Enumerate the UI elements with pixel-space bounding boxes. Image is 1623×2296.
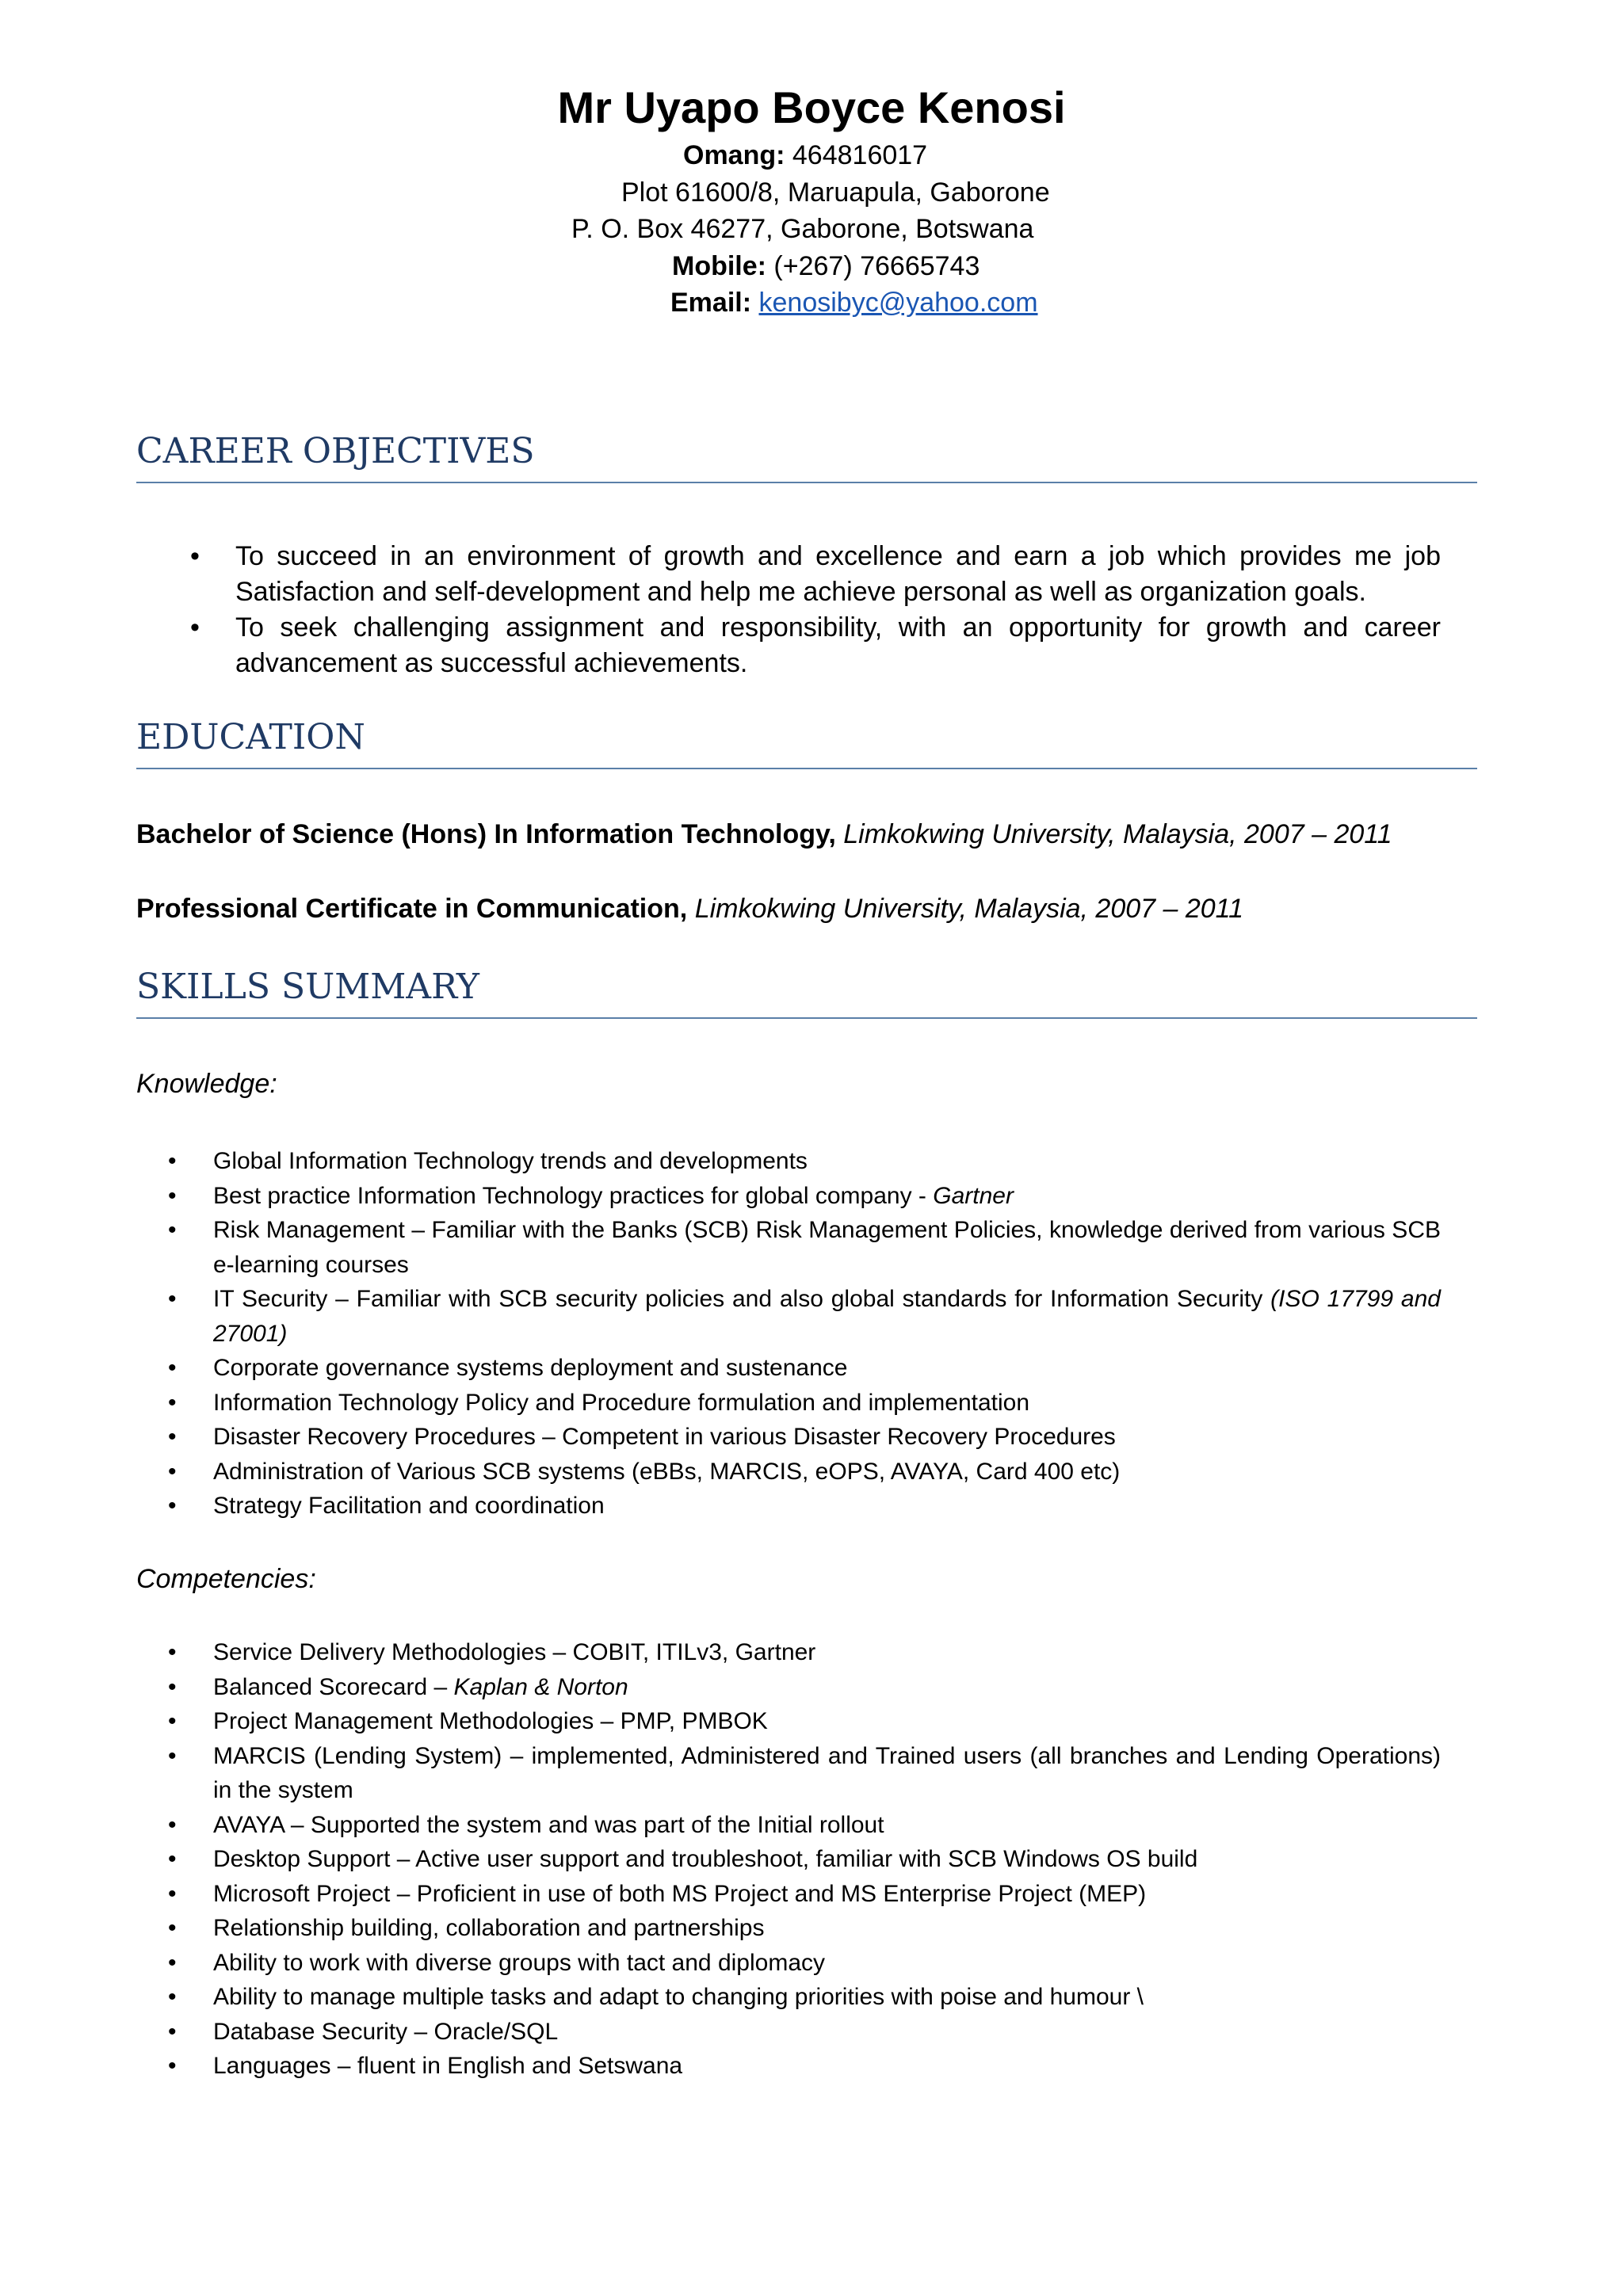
list-item-text: Project Management Methodologies – PMP, PMBOK <box>213 1708 768 1734</box>
list-item-text: Best practice Information Technology practices for global company - <box>213 1182 934 1209</box>
list-item-text: Disaster Recovery Procedures – Competent in various Disaster Recovery Procedures <box>213 1424 1116 1450</box>
bullet-icon: • <box>190 612 200 643</box>
list-item <box>168 1386 1441 1421</box>
mobile-value: (+267) 76665743 <box>766 251 980 281</box>
email-line <box>0 284 1623 321</box>
list-item-text: IT Security – Familiar with SCB security policies and also global standards for Information Security <box>213 1286 1271 1312</box>
list-item <box>168 1704 1441 1739</box>
career-objectives-list <box>190 539 1441 681</box>
list-item <box>168 1877 1441 1912</box>
list-item <box>168 2015 1441 2050</box>
list-item-emphasis: Kaplan & Norton <box>453 1673 628 1700</box>
list-item-text: To succeed in an environment of growth and excellence and earn a job which provides me job Satisfaction and self-development and help me achieve personal as well as organization goals. <box>235 541 1441 607</box>
list-item <box>168 1455 1441 1489</box>
list-item <box>168 1980 1441 2015</box>
bullet-icon: • <box>168 1389 177 1416</box>
list-item <box>168 1670 1441 1705</box>
list-item-text: Microsoft Project – Proficient in use of both MS Project and MS Enterprise Project (MEP) <box>213 1880 1147 1907</box>
bullet-icon: • <box>168 1286 177 1312</box>
mobile-label: Mobile: <box>672 251 766 281</box>
list-item <box>168 1842 1441 1877</box>
list-item-text: Ability to work with diverse groups with tact and diplomacy <box>213 1949 826 1976</box>
list-item <box>168 2049 1441 2084</box>
list-item-text: Strategy Facilitation and coordination <box>213 1493 605 1519</box>
list-item-text: Administration of Various SCB systems (eBBs, MARCIS, eOPS, AVAYA, Card 400 etc) <box>213 1458 1121 1485</box>
list-item-emphasis: (ISO 17799 and 27001) <box>213 1286 1441 1347</box>
mobile-line <box>0 248 1623 284</box>
bullet-icon: • <box>190 541 200 571</box>
list-item <box>168 1946 1441 1981</box>
bullet-icon: • <box>168 1639 177 1665</box>
list-item <box>168 1420 1441 1455</box>
bullet-icon: • <box>168 1846 177 1872</box>
list-item-text: Global Information Technology trends and developments <box>213 1148 808 1174</box>
degree-detail: Limkokwing University, Malaysia, 2007 – 2011 <box>835 819 1392 849</box>
list-item <box>168 1739 1441 1808</box>
competencies-list <box>168 1635 1441 2084</box>
competencies-label: Competencies: <box>136 1564 316 1594</box>
list-item-text: Information Technology Policy and Procedure formulation and implementation <box>213 1389 1030 1416</box>
bullet-icon: • <box>168 1355 177 1381</box>
list-item <box>168 1282 1441 1351</box>
degree-detail: Limkokwing University, Malaysia, 2007 – 2011 <box>687 894 1243 924</box>
degree-title: Professional Certificate in Communication, <box>136 894 688 924</box>
bullet-icon: • <box>168 1148 177 1174</box>
list-item <box>168 1635 1441 1670</box>
list-item-text: Languages – fluent in English and Setswana <box>213 2053 683 2079</box>
omang-value: 464816017 <box>785 140 928 170</box>
education-entry <box>136 816 1484 852</box>
list-item <box>190 539 1441 610</box>
bullet-icon: • <box>168 1673 177 1700</box>
list-item-text: Risk Management – Familiar with the Banks (SCB) Risk Management Policies, knowledge derived from various SCB e-learning courses <box>213 1217 1441 1278</box>
career-objectives-heading: CAREER OBJECTIVES <box>136 428 1477 483</box>
bullet-icon: • <box>168 1708 177 1734</box>
list-item-text: Corporate governance systems deployment and sustenance <box>213 1355 848 1381</box>
list-item-text: Ability to manage multiple tasks and adapt to changing priorities with poise and humour \ <box>213 1984 1144 2010</box>
omang-line <box>0 137 1623 174</box>
candidate-name: Mr Uyapo Boyce Kenosi <box>557 82 1066 132</box>
knowledge-list <box>168 1144 1441 1524</box>
email-label: Email: <box>670 288 752 318</box>
degree-title: Bachelor of Science (Hons) In Information Technology, <box>136 819 836 849</box>
education-entry <box>136 891 1484 927</box>
bullet-icon: • <box>168 1915 177 1941</box>
bullet-icon: • <box>168 2018 177 2045</box>
education-heading: EDUCATION <box>136 714 1477 769</box>
skills-summary-heading: SKILLS SUMMARY <box>136 963 1477 1019</box>
list-item-text: AVAYA – Supported the system and was part of the Initial rollout <box>213 1811 884 1838</box>
email-link[interactable]: kenosibyc@yahoo.com <box>758 288 1038 318</box>
list-item <box>168 1351 1441 1386</box>
list-item-text: Balanced Scorecard – <box>213 1673 454 1700</box>
bullet-icon: • <box>168 1742 177 1769</box>
address-line-2: P. O. Box 46277, Gaborone, Botswana <box>571 214 1034 244</box>
bullet-icon: • <box>168 1984 177 2010</box>
list-item <box>168 1179 1441 1214</box>
list-item-text: Database Security – Oracle/SQL <box>213 2018 559 2045</box>
list-item-text: Desktop Support – Active user support and troubleshoot, familiar with SCB Windows OS build <box>213 1846 1198 1872</box>
bullet-icon: • <box>168 1949 177 1976</box>
list-item-text: To seek challenging assignment and responsibility, with an opportunity for growth and career advancement as successful achievements. <box>235 612 1441 678</box>
bullet-icon: • <box>168 2053 177 2079</box>
bullet-icon: • <box>168 1493 177 1519</box>
list-item <box>168 1213 1441 1282</box>
address-line-1: Plot 61600/8, Maruapula, Gaborone <box>621 177 1050 208</box>
bullet-icon: • <box>168 1182 177 1209</box>
omang-label: Omang: <box>683 140 785 170</box>
bullet-icon: • <box>168 1458 177 1485</box>
bullet-icon: • <box>168 1424 177 1450</box>
bullet-icon: • <box>168 1811 177 1838</box>
list-item <box>168 1911 1441 1946</box>
list-item <box>190 610 1441 681</box>
list-item-text: Service Delivery Methodologies – COBIT, ITILv3, Gartner <box>213 1639 816 1665</box>
bullet-icon: • <box>168 1217 177 1243</box>
list-item-emphasis: Gartner <box>933 1182 1014 1209</box>
list-item-text: MARCIS (Lending System) – implemented, Administered and Trained users (all branches and Lending Operations) in the system <box>213 1742 1441 1803</box>
knowledge-label: Knowledge: <box>136 1069 277 1099</box>
list-item <box>168 1808 1441 1843</box>
list-item-text: Relationship building, collaboration and partnerships <box>213 1915 765 1941</box>
bullet-icon: • <box>168 1880 177 1907</box>
list-item <box>168 1144 1441 1179</box>
list-item <box>168 1489 1441 1524</box>
